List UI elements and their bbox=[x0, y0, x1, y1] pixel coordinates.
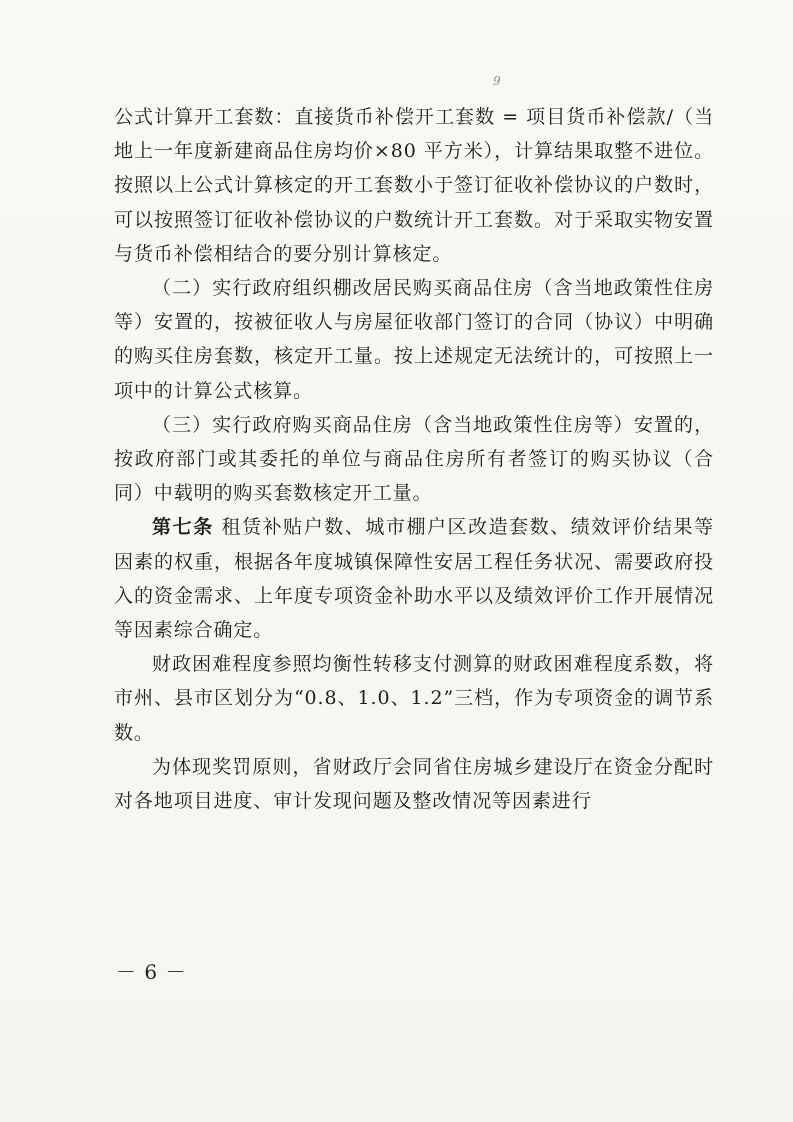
paragraph-item-three: （三）实行政府购买商品住房（含当地政策性住房等）安置的，按政府部门或其委托的单位与商品住房所有者签订的购买协议（合同）中载明的购买套数核定开工量。 bbox=[114, 413, 714, 505]
article-title: 第七条 bbox=[152, 516, 214, 539]
paragraph-article-seven bbox=[114, 510, 714, 647]
corner-mark: 9 bbox=[493, 74, 501, 88]
paragraph-reward-penalty: 为体现奖罚原则，省财政厅会同省住房城乡建设厅在资金分配时对各地项目进度、审计发现问题及整改情况等因素进行 bbox=[114, 755, 714, 813]
document-body bbox=[114, 100, 714, 818]
page-number: － 6 － bbox=[116, 960, 187, 984]
article-seven-text: 租赁补贴户数、城市棚户区改造套数、绩效评价结果等因素的权重，根据各年度城镇保障性安居工程任务状况、需要政府投入的资金需求、上年度专项资金补助水平以及绩效评价工作开展情况等因素综合确定。 bbox=[114, 516, 714, 642]
paragraph-formula: 公式计算开工套数：直接货币补偿开工套数 = 项目货币补偿款/（当地上一年度新建商品住房均价×80 平方米），计算结果取整不进位。按照以上公式计算核定的开工套数小于签订征收补偿协议的户数时，可以按照签订征收补偿协议的户数统计开工套数。对于采取实物安置与货币补偿相结合的要分别计算核定。 bbox=[114, 106, 714, 265]
paragraph-item-two: （二）实行政府组织棚改居民购买商品住房（含当地政策性住房等）安置的，按被征收人与房屋征收部门签订的合同（协议）中明确的购买住房套数，核定开工量。按上述规定无法统计的，可按照上一项中的计算公式核算。 bbox=[114, 277, 714, 402]
paragraph-fiscal-difficulty: 财政困难程度参照均衡性转移支付测算的财政困难程度系数，将市州、县市区划分为“0.8、1.0、1.2”三档，作为专项资金的调节系数。 bbox=[114, 653, 714, 744]
